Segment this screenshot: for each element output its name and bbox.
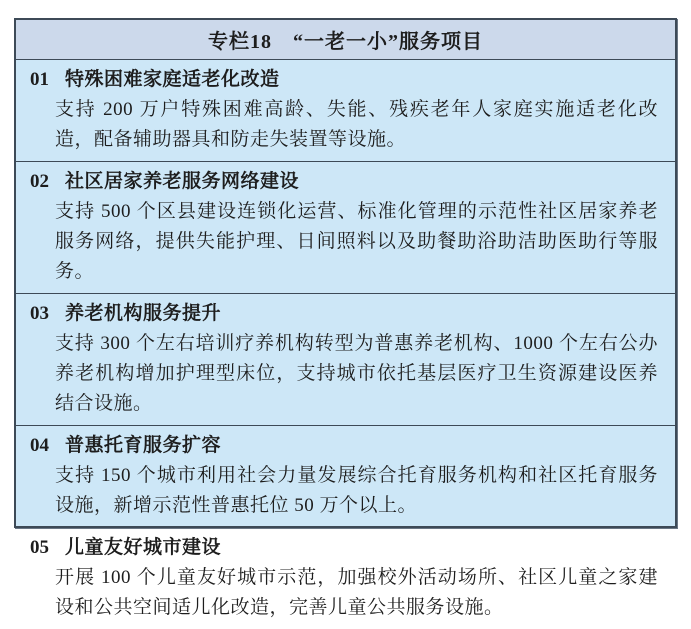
item-title: 养老机构服务提升: [65, 303, 222, 324]
item-description: 支持 300 个左右培训疗养机构转型为普惠养老机构、1000 个左右公办养老机构增加护理型床位，支持城市依托基层医疗卫生资源建设医养结合设施。: [55, 333, 658, 414]
item-number: 03: [30, 303, 49, 324]
item-row-03: [16, 293, 675, 425]
item-number: 02: [30, 171, 49, 192]
item-description: 开展 100 个儿童友好城市示范，加强校外活动场所、社区儿童之家建设和公共空间适儿化改造，完善儿童公共服务设施。: [55, 567, 658, 618]
item-title: 特殊困难家庭适老化改造: [65, 69, 280, 90]
item-number: 05: [30, 537, 49, 558]
panel-title: 专栏18 “一老一小”服务项目: [16, 20, 675, 60]
item-row-01: [16, 60, 675, 161]
item-title: 儿童友好城市建设: [65, 537, 222, 558]
item-title: 普惠托育服务扩容: [65, 435, 222, 456]
item-description: 支持 200 万户特殊困难高龄、失能、残疾老年人家庭实施适老化改造，配备辅助器具和防走失装置等设施。: [55, 99, 658, 150]
item-row-02: [16, 161, 675, 293]
item-description: 支持 500 个区县建设连锁化运营、标准化管理的示范性社区居家养老服务网络，提供失能护理、日间照料以及助餐助浴助洁助医助行等服务。: [55, 201, 658, 282]
item-description: 支持 150 个城市利用社会力量发展综合托育服务机构和社区托育服务设施，新增示范性普惠托位 50 万个以上。: [55, 465, 658, 516]
item-number: 01: [30, 69, 49, 90]
item-row-05: [16, 527, 675, 629]
policy-panel: [14, 18, 677, 618]
item-number: 04: [30, 435, 49, 456]
item-row-04: [16, 425, 675, 527]
item-title: 社区居家养老服务网络建设: [65, 171, 300, 192]
